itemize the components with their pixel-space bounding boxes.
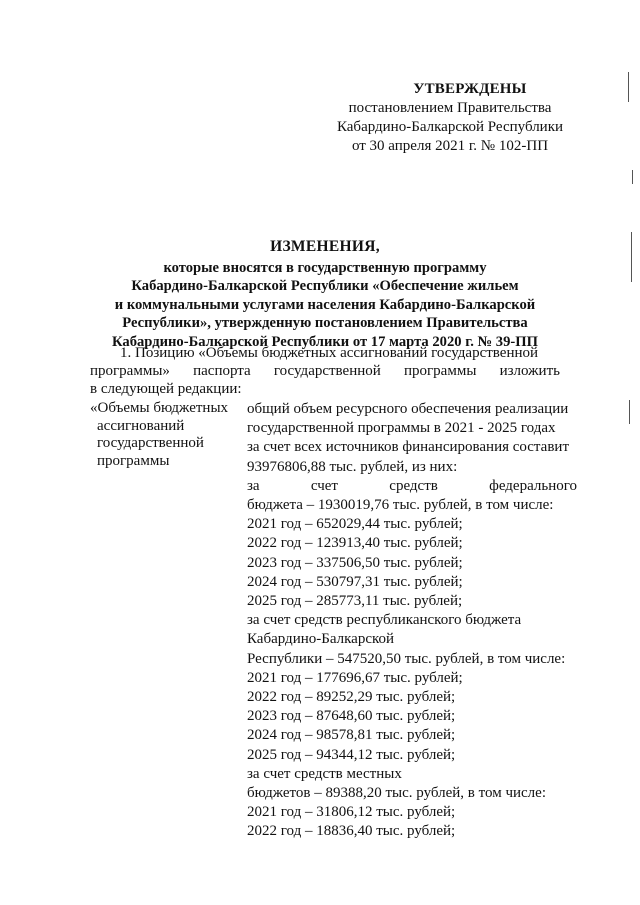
intro-word: программы	[404, 363, 477, 379]
content-line: 93976806,88 тыс. рублей, из них:	[247, 458, 458, 475]
intro-word: паспорта	[193, 363, 251, 379]
republic-year: 2021 год – 177696,67 тыс. рублей;	[247, 669, 463, 686]
federal-year: 2023 год – 337506,50 тыс. рублей;	[247, 554, 463, 571]
scan-artifact	[632, 170, 633, 184]
local-year: 2022 год – 18836,40 тыс. рублей;	[247, 823, 456, 840]
intro-line: в следующей редакции:	[90, 381, 242, 397]
republic-heading-line: Кабардино-Балкарской	[247, 631, 395, 648]
republic-year: 2023 год – 87648,60 тыс. рублей;	[247, 708, 456, 725]
heading-line: Республики», утвержденную постановлением Правительства	[122, 315, 528, 331]
heading-title: ИЗМЕНЕНИЯ,	[270, 238, 380, 255]
federal-year: 2021 год – 652029,44 тыс. рублей;	[247, 516, 463, 533]
intro-line-justified	[90, 362, 560, 380]
heading-line: Кабардино-Балкарской Республики «Обеспечение жильем	[131, 278, 519, 294]
federal-year: 2024 год – 530797,31 тыс. рублей;	[247, 573, 463, 590]
approval-block	[320, 80, 580, 156]
federal-word: средств	[389, 477, 438, 494]
content-line: государственной программы в 2021 - 2025 годах	[247, 420, 556, 437]
intro-word: государственной	[273, 363, 381, 379]
republic-total: Республики – 547520,50 тыс. рублей, в том числе:	[247, 650, 566, 667]
content-line: общий объем ресурсного обеспечения реализации	[247, 401, 569, 417]
local-year: 2021 год – 31806,12 тыс. рублей;	[247, 804, 456, 821]
approval-line: от 30 апреля 2021 г. № 102-ПП	[351, 138, 549, 154]
republic-year: 2025 год – 94344,12 тыс. рублей;	[247, 746, 456, 763]
content-line: за счет всех источников финансирования составит	[247, 439, 569, 456]
intro-line: 1. Позицию «Объемы бюджетных ассигнований государственной	[120, 345, 539, 361]
federal-word: федерального	[489, 477, 577, 494]
document-heading	[90, 238, 560, 351]
intro-word: изложить	[499, 363, 560, 379]
republic-year: 2024 год – 98578,81 тыс. рублей;	[247, 727, 456, 744]
position-label-line: государственной	[97, 435, 204, 451]
federal-heading-line	[247, 477, 577, 496]
position-label-line: программы	[97, 452, 170, 469]
position-label-line: «Объемы бюджетных	[90, 400, 229, 416]
approval-line: постановлением Правительства	[348, 100, 552, 116]
federal-total: бюджета – 1930019,76 тыс. рублей, в том числе:	[247, 497, 554, 514]
federal-year: 2022 год – 123913,40 тыс. рублей;	[247, 535, 463, 552]
federal-word: счет	[310, 477, 338, 494]
heading-line: Кабардино-Балкарской Республики от 17 марта 2020 г. № 39-ПП	[112, 333, 538, 350]
position-label	[90, 400, 240, 470]
local-total: бюджетов – 89388,20 тыс. рублей, в том числе:	[247, 785, 546, 802]
federal-year: 2025 год – 285773,11 тыс. рублей;	[247, 593, 463, 610]
approval-line: Кабардино-Балкарской Республики	[336, 119, 564, 135]
scan-artifact	[631, 232, 632, 282]
scan-artifact	[628, 72, 629, 102]
scan-artifact	[629, 400, 630, 424]
intro-word: программы»	[90, 363, 170, 379]
position-content	[247, 400, 577, 842]
heading-line: и коммунальными услугами населения Кабардино-Балкарской	[114, 296, 536, 313]
republic-heading-line: за счет средств республиканского бюджета	[247, 612, 522, 629]
local-heading-line: за счет средств местных	[247, 765, 402, 782]
approval-title: УТВЕРЖДЕНЫ	[413, 81, 527, 97]
republic-year: 2022 год – 89252,29 тыс. рублей;	[247, 689, 456, 706]
intro-paragraph	[90, 344, 560, 398]
position-label-line: ассигнований	[97, 417, 185, 434]
heading-line: которые вносятся в государственную программу	[163, 259, 487, 276]
federal-word: за	[247, 477, 260, 494]
